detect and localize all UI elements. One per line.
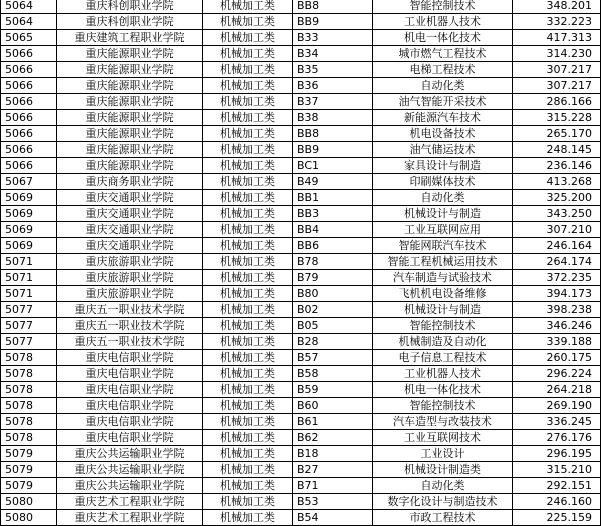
- school-code-cell: 5071: [1, 270, 57, 286]
- score-cell: 343.250: [513, 206, 601, 222]
- school-name-cell: 重庆五一职业技术学院: [57, 302, 203, 318]
- table-row: [1, 126, 601, 142]
- major-code-cell: B61: [293, 414, 373, 430]
- school-code-cell: 5077: [1, 302, 57, 318]
- major-code-cell: BB9: [293, 14, 373, 30]
- school-code-cell: 5066: [1, 46, 57, 62]
- score-cell: 246.160: [513, 494, 601, 510]
- school-code-cell: 5078: [1, 350, 57, 366]
- major-name-cell: 工业互联网技术: [373, 430, 513, 446]
- school-code-cell: 5066: [1, 110, 57, 126]
- major-name-cell: 电梯工程技术: [373, 62, 513, 78]
- category-cell: 机械加工类: [203, 190, 293, 206]
- school-code-cell: 5066: [1, 78, 57, 94]
- major-code-cell: B36: [293, 78, 373, 94]
- score-cell: 315.228: [513, 110, 601, 126]
- major-code-cell: BB8: [293, 0, 373, 14]
- category-cell: 机械加工类: [203, 78, 293, 94]
- major-name-cell: 机电一体化技术: [373, 30, 513, 46]
- major-code-cell: B49: [293, 174, 373, 190]
- major-name-cell: 电子信息工程技术: [373, 350, 513, 366]
- school-name-cell: 重庆能源职业学院: [57, 94, 203, 110]
- score-cell: 246.164: [513, 238, 601, 254]
- school-code-cell: 5064: [1, 0, 57, 14]
- score-cell: 276.176: [513, 430, 601, 446]
- table-row: [1, 254, 601, 270]
- school-code-cell: 5079: [1, 478, 57, 494]
- major-name-cell: 新能源汽车技术: [373, 110, 513, 126]
- major-name-cell: 自动化类: [373, 78, 513, 94]
- school-code-cell: 5079: [1, 462, 57, 478]
- school-name-cell: 重庆交通职业学院: [57, 190, 203, 206]
- category-cell: 机械加工类: [203, 222, 293, 238]
- table-row: [1, 350, 601, 366]
- category-cell: 机械加工类: [203, 334, 293, 350]
- table-row: [1, 62, 601, 78]
- school-name-cell: 重庆交通职业学院: [57, 206, 203, 222]
- table-row: [1, 238, 601, 254]
- major-name-cell: 家具设计与制造: [373, 158, 513, 174]
- school-name-cell: 重庆公共运输职业学院: [57, 478, 203, 494]
- school-name-cell: 重庆能源职业学院: [57, 46, 203, 62]
- table-row: [1, 430, 601, 446]
- table-row: [1, 382, 601, 398]
- score-cell: 296.195: [513, 446, 601, 462]
- major-name-cell: 市政工程技术: [373, 510, 513, 526]
- school-code-cell: 5069: [1, 238, 57, 254]
- category-cell: 机械加工类: [203, 62, 293, 78]
- major-code-cell: BB9: [293, 142, 373, 158]
- category-cell: 机械加工类: [203, 0, 293, 14]
- major-name-cell: 智能工程机械运用技术: [373, 254, 513, 270]
- table-row: [1, 206, 601, 222]
- school-name-cell: 重庆交通职业学院: [57, 222, 203, 238]
- school-name-cell: 重庆商务职业学院: [57, 174, 203, 190]
- school-name-cell: 重庆旅游职业学院: [57, 286, 203, 302]
- score-cell: 315.210: [513, 462, 601, 478]
- category-cell: 机械加工类: [203, 478, 293, 494]
- score-cell: 260.175: [513, 350, 601, 366]
- school-name-cell: 重庆五一职业技术学院: [57, 318, 203, 334]
- major-code-cell: B05: [293, 318, 373, 334]
- score-cell: 307.217: [513, 62, 601, 78]
- school-code-cell: 5069: [1, 190, 57, 206]
- school-code-cell: 5071: [1, 254, 57, 270]
- score-cell: 307.210: [513, 222, 601, 238]
- major-code-cell: B58: [293, 366, 373, 382]
- category-cell: 机械加工类: [203, 46, 293, 62]
- table-row: [1, 30, 601, 46]
- school-code-cell: 5078: [1, 414, 57, 430]
- school-name-cell: 重庆旅游职业学院: [57, 270, 203, 286]
- school-name-cell: 重庆能源职业学院: [57, 142, 203, 158]
- school-name-cell: 重庆能源职业学院: [57, 126, 203, 142]
- school-name-cell: 重庆电信职业学院: [57, 350, 203, 366]
- score-cell: 265.170: [513, 126, 601, 142]
- category-cell: 机械加工类: [203, 318, 293, 334]
- school-code-cell: 5065: [1, 30, 57, 46]
- school-name-cell: 重庆科创职业学院: [57, 14, 203, 30]
- table-row: [1, 494, 601, 510]
- major-code-cell: BC1: [293, 158, 373, 174]
- school-name-cell: 重庆交通职业学院: [57, 238, 203, 254]
- score-cell: 394.173: [513, 286, 601, 302]
- school-name-cell: 重庆电信职业学院: [57, 414, 203, 430]
- school-code-cell: 5069: [1, 222, 57, 238]
- table-row: [1, 318, 601, 334]
- school-code-cell: 5078: [1, 366, 57, 382]
- category-cell: 机械加工类: [203, 494, 293, 510]
- school-code-cell: 5077: [1, 318, 57, 334]
- score-cell: 296.224: [513, 366, 601, 382]
- school-code-cell: 5079: [1, 446, 57, 462]
- category-cell: 机械加工类: [203, 398, 293, 414]
- category-cell: 机械加工类: [203, 110, 293, 126]
- major-code-cell: BB1: [293, 190, 373, 206]
- category-cell: 机械加工类: [203, 286, 293, 302]
- school-name-cell: 重庆电信职业学院: [57, 382, 203, 398]
- score-cell: 372.235: [513, 270, 601, 286]
- major-name-cell: 汽车造型与改装技术: [373, 414, 513, 430]
- school-name-cell: 重庆公共运输职业学院: [57, 446, 203, 462]
- table-row: [1, 286, 601, 302]
- major-code-cell: B37: [293, 94, 373, 110]
- category-cell: 机械加工类: [203, 238, 293, 254]
- major-name-cell: 机械设计与制造: [373, 206, 513, 222]
- major-name-cell: 机械制造及自动化: [373, 334, 513, 350]
- school-name-cell: 重庆科创职业学院: [57, 0, 203, 14]
- major-code-cell: B78: [293, 254, 373, 270]
- major-name-cell: 工业互联网应用: [373, 222, 513, 238]
- category-cell: 机械加工类: [203, 270, 293, 286]
- major-name-cell: 油气智能开采技术: [373, 94, 513, 110]
- category-cell: 机械加工类: [203, 462, 293, 478]
- table-row: [1, 94, 601, 110]
- table-row: [1, 366, 601, 382]
- major-code-cell: B28: [293, 334, 373, 350]
- major-name-cell: 工业机器人技术: [373, 14, 513, 30]
- major-name-cell: 工业机器人技术: [373, 366, 513, 382]
- school-code-cell: 5066: [1, 126, 57, 142]
- table-row: [1, 414, 601, 430]
- school-code-cell: 5069: [1, 206, 57, 222]
- table-row: [1, 222, 601, 238]
- major-code-cell: B71: [293, 478, 373, 494]
- major-name-cell: 汽车制造与试验技术: [373, 270, 513, 286]
- score-cell: 398.238: [513, 302, 601, 318]
- major-code-cell: B80: [293, 286, 373, 302]
- category-cell: 机械加工类: [203, 382, 293, 398]
- category-cell: 机械加工类: [203, 206, 293, 222]
- school-code-cell: 5066: [1, 62, 57, 78]
- school-code-cell: 5077: [1, 334, 57, 350]
- major-name-cell: 油气储运技术: [373, 142, 513, 158]
- score-cell: 264.218: [513, 382, 601, 398]
- major-code-cell: BB6: [293, 238, 373, 254]
- score-cell: 348.201: [513, 0, 601, 14]
- category-cell: 机械加工类: [203, 254, 293, 270]
- school-name-cell: 重庆能源职业学院: [57, 110, 203, 126]
- major-code-cell: B57: [293, 350, 373, 366]
- score-cell: 325.200: [513, 190, 601, 206]
- category-cell: 机械加工类: [203, 126, 293, 142]
- table-row: [1, 158, 601, 174]
- category-cell: 机械加工类: [203, 14, 293, 30]
- table-row: [1, 110, 601, 126]
- major-name-cell: 智能控制技术: [373, 318, 513, 334]
- score-cell: 307.217: [513, 78, 601, 94]
- major-code-cell: B79: [293, 270, 373, 286]
- major-code-cell: BB8: [293, 126, 373, 142]
- school-code-cell: 5071: [1, 286, 57, 302]
- major-code-cell: B53: [293, 494, 373, 510]
- school-name-cell: 重庆艺术工程职业学院: [57, 494, 203, 510]
- category-cell: 机械加工类: [203, 510, 293, 526]
- category-cell: 机械加工类: [203, 414, 293, 430]
- school-code-cell: 5080: [1, 494, 57, 510]
- table-row: [1, 190, 601, 206]
- major-name-cell: 城市燃气工程技术: [373, 46, 513, 62]
- major-name-cell: 飞机机电设备维修: [373, 286, 513, 302]
- score-cell: 413.268: [513, 174, 601, 190]
- score-cell: 292.151: [513, 478, 601, 494]
- table-row: [1, 446, 601, 462]
- school-name-cell: 重庆能源职业学院: [57, 158, 203, 174]
- category-cell: 机械加工类: [203, 430, 293, 446]
- major-code-cell: B27: [293, 462, 373, 478]
- score-cell: 339.188: [513, 334, 601, 350]
- table-row: [1, 478, 601, 494]
- major-code-cell: B02: [293, 302, 373, 318]
- score-cell: 336.245: [513, 414, 601, 430]
- major-code-cell: B59: [293, 382, 373, 398]
- score-cell: 286.166: [513, 94, 601, 110]
- score-table-body: [1, 0, 601, 526]
- score-cell: 264.174: [513, 254, 601, 270]
- category-cell: 机械加工类: [203, 366, 293, 382]
- major-name-cell: 数字化设计与制造技术: [373, 494, 513, 510]
- score-cell: 236.146: [513, 158, 601, 174]
- table-row: [1, 78, 601, 94]
- category-cell: 机械加工类: [203, 446, 293, 462]
- table-row: [1, 0, 601, 14]
- school-code-cell: 5078: [1, 382, 57, 398]
- score-cell: 314.230: [513, 46, 601, 62]
- school-code-cell: 5078: [1, 398, 57, 414]
- major-name-cell: 工业设计: [373, 446, 513, 462]
- school-name-cell: 重庆电信职业学院: [57, 366, 203, 382]
- table-row: [1, 334, 601, 350]
- major-name-cell: 智能控制技术: [373, 0, 513, 14]
- table-row: [1, 510, 601, 526]
- major-code-cell: B33: [293, 30, 373, 46]
- major-name-cell: 自动化类: [373, 478, 513, 494]
- score-cell: 417.313: [513, 30, 601, 46]
- school-name-cell: 重庆电信职业学院: [57, 430, 203, 446]
- school-code-cell: 5066: [1, 158, 57, 174]
- major-code-cell: B60: [293, 398, 373, 414]
- table-row: [1, 398, 601, 414]
- score-cell: 269.190: [513, 398, 601, 414]
- major-code-cell: BB4: [293, 222, 373, 238]
- major-code-cell: B34: [293, 46, 373, 62]
- major-name-cell: 自动化类: [373, 190, 513, 206]
- major-name-cell: 机械设计制造类: [373, 462, 513, 478]
- school-name-cell: 重庆艺术工程职业学院: [57, 510, 203, 526]
- school-code-cell: 5066: [1, 142, 57, 158]
- score-cell: 332.223: [513, 14, 601, 30]
- category-cell: 机械加工类: [203, 142, 293, 158]
- category-cell: 机械加工类: [203, 30, 293, 46]
- major-name-cell: 智能网联汽车技术: [373, 238, 513, 254]
- school-name-cell: 重庆建筑工程职业学院: [57, 30, 203, 46]
- school-code-cell: 5064: [1, 14, 57, 30]
- school-name-cell: 重庆旅游职业学院: [57, 254, 203, 270]
- category-cell: 机械加工类: [203, 94, 293, 110]
- school-code-cell: 5078: [1, 430, 57, 446]
- score-cell: 346.246: [513, 318, 601, 334]
- school-name-cell: 重庆能源职业学院: [57, 62, 203, 78]
- major-code-cell: B62: [293, 430, 373, 446]
- major-name-cell: 机电设备技术: [373, 126, 513, 142]
- major-code-cell: B54: [293, 510, 373, 526]
- score-cell: 225.159: [513, 510, 601, 526]
- school-name-cell: 重庆能源职业学院: [57, 78, 203, 94]
- score-cell: 248.145: [513, 142, 601, 158]
- table-row: [1, 174, 601, 190]
- table-row: [1, 270, 601, 286]
- category-cell: 机械加工类: [203, 350, 293, 366]
- table-row: [1, 142, 601, 158]
- major-code-cell: B18: [293, 446, 373, 462]
- table-row: [1, 14, 601, 30]
- major-name-cell: 机械设计与制造: [373, 302, 513, 318]
- major-code-cell: BB3: [293, 206, 373, 222]
- major-name-cell: 机电一体化技术: [373, 382, 513, 398]
- major-code-cell: B35: [293, 62, 373, 78]
- category-cell: 机械加工类: [203, 302, 293, 318]
- school-name-cell: 重庆电信职业学院: [57, 398, 203, 414]
- school-name-cell: 重庆五一职业技术学院: [57, 334, 203, 350]
- category-cell: 机械加工类: [203, 174, 293, 190]
- table-row: [1, 46, 601, 62]
- major-name-cell: 印刷媒体技术: [373, 174, 513, 190]
- school-name-cell: 重庆公共运输职业学院: [57, 462, 203, 478]
- major-code-cell: B38: [293, 110, 373, 126]
- school-code-cell: 5067: [1, 174, 57, 190]
- school-code-cell: 5066: [1, 94, 57, 110]
- table-row: [1, 462, 601, 478]
- school-code-cell: 5080: [1, 510, 57, 526]
- table-row: [1, 302, 601, 318]
- category-cell: 机械加工类: [203, 158, 293, 174]
- major-name-cell: 智能控制技术: [373, 398, 513, 414]
